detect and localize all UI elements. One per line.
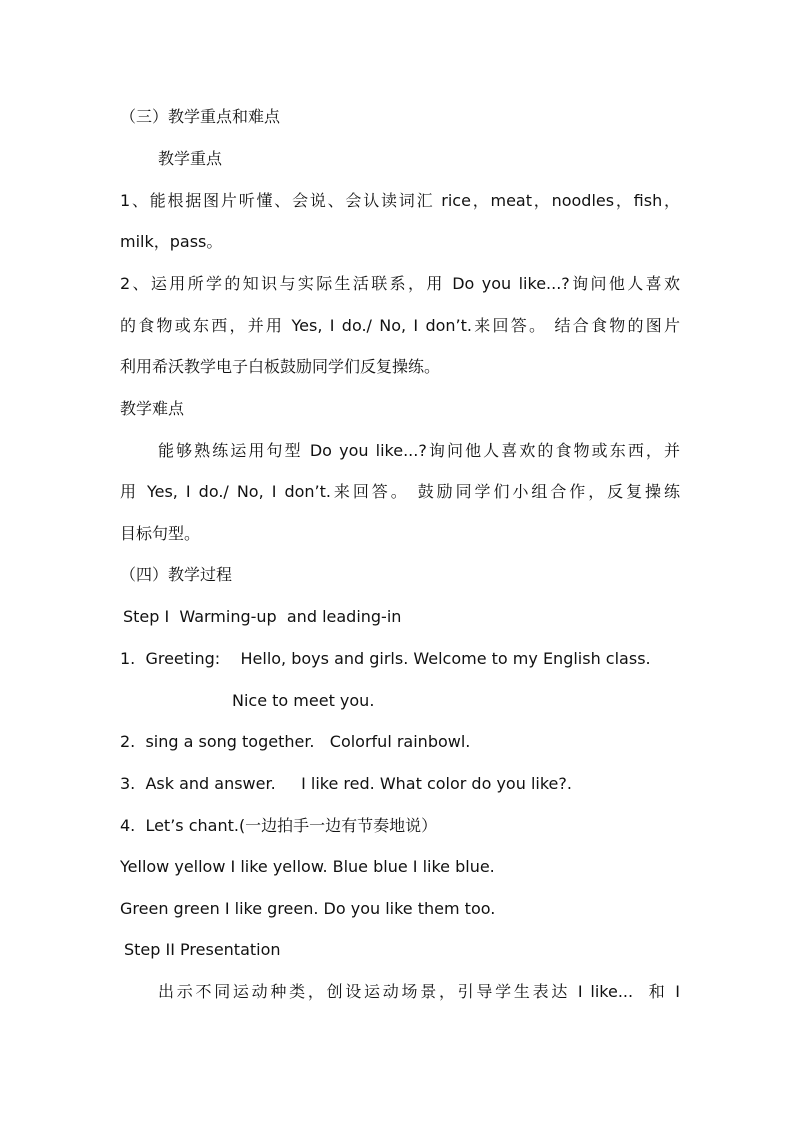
section-heading-teaching-process: （四）教学过程 — [120, 565, 233, 584]
step-item: 4. Let’s chant.(一边拍手一边有节奏地说） — [120, 816, 438, 835]
paragraph-line: 的食物或东西，并用 Yes, I do./ No, I don’t.来回答。 结合食物的图片 — [120, 316, 680, 335]
chant-line: Green green I like green. Do you like them too. — [120, 899, 496, 918]
subheading-key-points: 教学重点 — [158, 149, 223, 168]
paragraph-line: 出示不同运动种类，创设运动场景，引导学生表达 I like... 和 I — [158, 982, 680, 1001]
paragraph-line: 1、能根据图片听懂、会说、会认读词汇 rice，meat，noodles，fish， — [120, 191, 680, 210]
section-heading-key-points: （三）教学重点和难点 — [120, 107, 281, 126]
step-item: 2. sing a song together. Colorful rainbowl. — [120, 732, 471, 751]
paragraph-line: 能够熟练运用句型 Do you like...?询问他人喜欢的食物或东西，并 — [158, 441, 680, 460]
step-item-continued: Nice to meet you. — [232, 691, 375, 710]
step-heading: Step I Warming-up and leading-in — [123, 607, 402, 626]
step-heading: Step II Presentation — [124, 940, 281, 959]
step-item: 3. Ask and answer. I like red. What color do you like?. — [120, 774, 572, 793]
chant-line: Yellow yellow I like yellow. Blue blue I like blue. — [120, 857, 495, 876]
paragraph-line: milk，pass。 — [120, 232, 223, 251]
paragraph-line: 2、运用所学的知识与实际生活联系，用 Do you like...?询问他人喜欢 — [120, 274, 680, 293]
paragraph-line: 利用希沃教学电子白板鼓励同学们反复操练。 — [120, 357, 441, 376]
step-item: 1. Greeting: Hello, boys and girls. Welcome to my English class. — [120, 649, 651, 668]
paragraph-line: 用 Yes, I do./ No, I don’t.来回答。 鼓励同学们小组合作，反复操练 — [120, 482, 680, 501]
subheading-difficulties: 教学难点 — [120, 399, 185, 418]
paragraph-line: 目标句型。 — [120, 524, 201, 543]
